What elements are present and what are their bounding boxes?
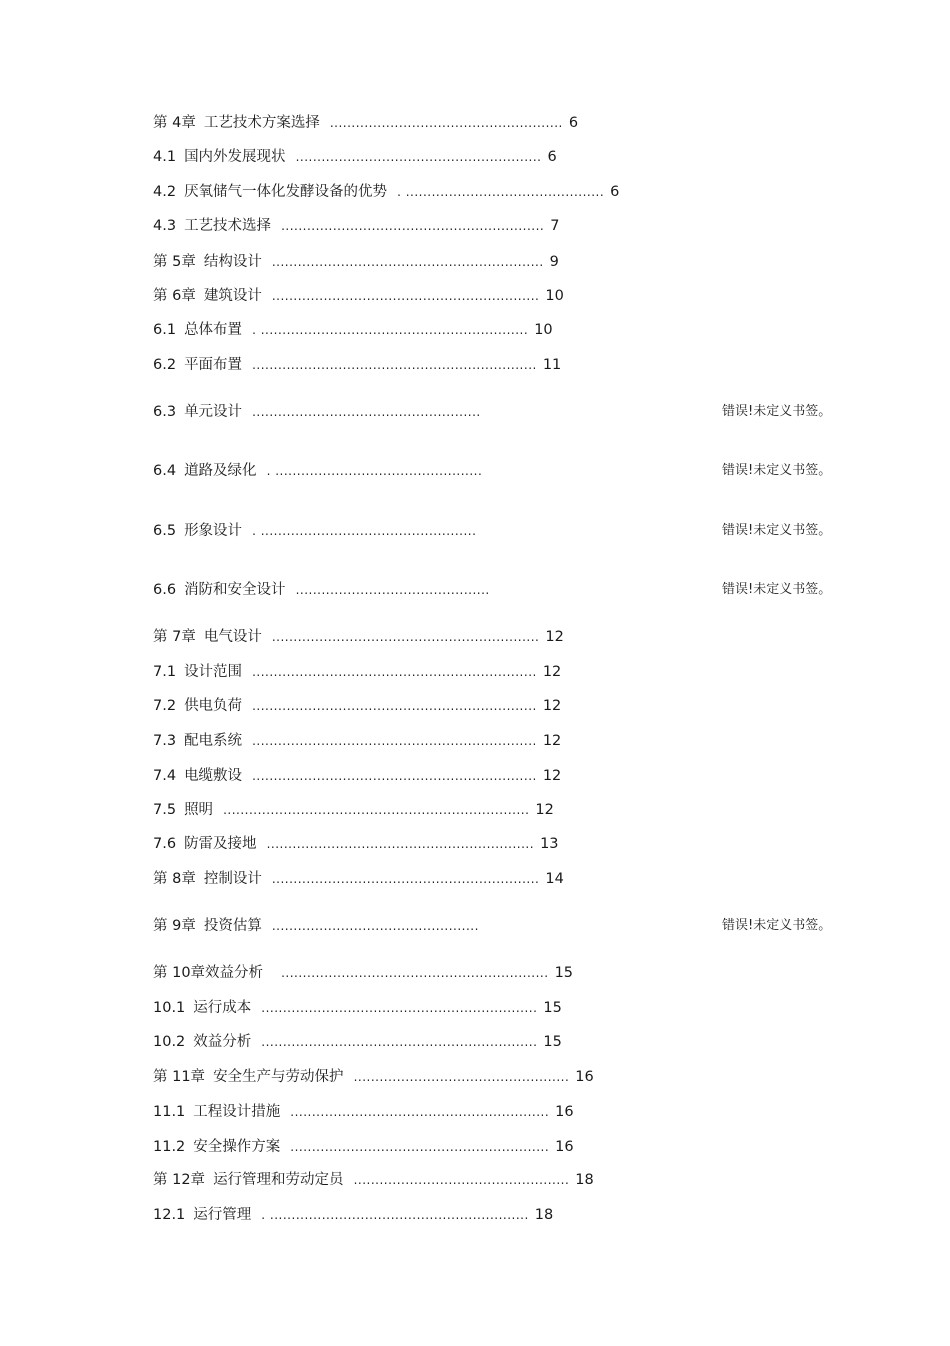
toc-page-number: 12: [542, 733, 562, 749]
toc-entry[interactable]: [153, 766, 561, 786]
toc-entry-number: 7.3: [153, 733, 177, 749]
toc-entry-number: 4.1: [153, 149, 177, 165]
toc-entry-title: 单元设计: [184, 404, 243, 420]
toc-page-number: 10: [534, 322, 553, 338]
toc-entry[interactable]: [153, 1067, 594, 1087]
toc-dot-leader: ..............................................................: [271, 289, 540, 303]
toc-dot-leader: ..................................................................: [252, 734, 537, 748]
toc-page-number: 15: [543, 1034, 562, 1050]
toc-entry-title: 照明: [184, 802, 214, 818]
toc-entry-title: 供电负荷: [184, 698, 243, 714]
toc-dot-leader: ..............................................................: [281, 966, 549, 980]
toc-dot-leader: . ................................................: [266, 464, 483, 478]
toc-page-number: 6: [547, 149, 557, 165]
toc-entry[interactable]: [153, 182, 619, 202]
toc-entry-title: 配电系统: [184, 733, 243, 749]
toc-page-number: 15: [543, 1000, 562, 1016]
toc-entry[interactable]: [153, 696, 561, 716]
toc-dot-leader: .......................................................................: [223, 803, 530, 817]
toc-entry[interactable]: [153, 355, 561, 375]
toc-entry-title: 国内外发展现状: [184, 149, 286, 165]
toc-entry[interactable]: [153, 1205, 553, 1225]
toc-page-number: 16: [555, 1139, 574, 1155]
toc-entry-number: 4.3: [153, 218, 177, 234]
bookmark-error-text: 错误!未定义书签。: [722, 582, 832, 597]
toc-entry-title: 工艺技术方案选择: [203, 115, 320, 131]
toc-dot-leader: . ..............................................................: [252, 323, 529, 337]
toc-entry-title: 运行管理和劳动定员: [213, 1172, 344, 1188]
toc-entry[interactable]: [153, 580, 490, 600]
toc-dot-leader: ......................................................: [329, 116, 563, 130]
toc-page-number: 6: [610, 184, 620, 200]
toc-page-number: 15: [554, 965, 574, 981]
toc-dot-leader: .....................................................: [252, 405, 481, 419]
toc-page-number: 10: [545, 288, 564, 304]
toc-entry[interactable]: [153, 320, 553, 340]
toc-entry-number: 第 5章: [153, 254, 196, 270]
toc-page-number: 12: [535, 802, 554, 818]
toc-dot-leader: .............................................................: [281, 219, 545, 233]
toc-entry-number: 11.2: [153, 1139, 186, 1155]
toc-dot-leader: ..................................................................: [252, 358, 537, 372]
toc-entry-number: 4.2: [153, 184, 177, 200]
toc-entry[interactable]: [153, 113, 578, 133]
toc-entry-title: 运行管理: [193, 1207, 252, 1223]
toc-entry-title: 效益分析: [193, 1034, 252, 1050]
toc-entry[interactable]: [153, 1032, 562, 1052]
toc-dot-leader: ................................................: [271, 919, 479, 933]
toc-page-number: 7: [550, 218, 560, 234]
toc-entry-title: 防雷及接地: [184, 836, 257, 852]
toc-page-number: 12: [542, 698, 562, 714]
toc-entry-number: 6.1: [153, 322, 177, 338]
toc-entry[interactable]: [153, 1102, 574, 1122]
toc-entry[interactable]: [153, 731, 561, 751]
toc-page-number: 9: [549, 254, 559, 270]
toc-entry[interactable]: [153, 916, 479, 936]
toc-entry-number: 第 11章: [153, 1069, 206, 1085]
toc-entry-number: 第 7章: [153, 629, 196, 645]
toc-dot-leader: ..............................................................: [266, 837, 535, 851]
toc-page-number: 6: [568, 115, 579, 131]
toc-entry-title: 工程设计措施: [193, 1104, 281, 1120]
toc-page-number: 12: [542, 768, 562, 784]
toc-dot-leader: ..................................................................: [252, 769, 537, 783]
bookmark-error-text: 错误!未定义书签。: [722, 463, 832, 478]
toc-dot-leader: ............................................................: [290, 1105, 550, 1119]
toc-dot-leader: ................................................................: [261, 1035, 538, 1049]
toc-entry-title: 道路及绿化: [184, 463, 257, 479]
toc-entry[interactable]: [153, 402, 481, 422]
toc-entry-title: 电缆敷设: [184, 768, 243, 784]
toc-dot-leader: ............................................................: [290, 1140, 550, 1154]
toc-dot-leader: ..................................................................: [252, 699, 537, 713]
toc-page-number: 18: [575, 1172, 594, 1188]
toc-page-number: 18: [534, 1207, 554, 1223]
toc-dot-leader: .............................................: [295, 583, 490, 597]
toc-entry-title: 结构设计: [203, 254, 262, 270]
toc-page-number: 12: [542, 664, 562, 680]
toc-entry-title: 安全生产与劳动保护: [213, 1069, 344, 1085]
toc-entry-title: 运行成本: [193, 1000, 252, 1016]
toc-entry-number: 6.5: [153, 523, 177, 539]
toc-dot-leader: ..................................................................: [252, 665, 537, 679]
toc-entry-number: 7.2: [153, 698, 177, 714]
toc-entry-title: 工艺技术选择: [184, 218, 272, 234]
toc-entry-title: 电气设计: [203, 629, 262, 645]
toc-entry[interactable]: [153, 869, 564, 889]
toc-entry-title: 控制设计: [203, 871, 262, 887]
toc-dot-leader: ..............................................................: [271, 872, 540, 886]
toc-dot-leader: .........................................................: [295, 150, 542, 164]
toc-entry-number: 7.6: [153, 836, 177, 852]
toc-entry-title: 安全操作方案: [193, 1139, 281, 1155]
toc-entry-number: 第 10章效益分析: [153, 965, 264, 981]
toc-dot-leader: ..................................................: [353, 1070, 570, 1084]
toc-entry-title: 厌氧储气一体化发酵设备的优势: [184, 184, 388, 200]
toc-page-number: 11: [542, 357, 562, 373]
toc-dot-leader: . ..................................................: [252, 524, 477, 538]
toc-entry-number: 7.4: [153, 768, 177, 784]
toc-entry-number: 6.2: [153, 357, 177, 373]
toc-entry-number: 12.1: [153, 1207, 186, 1223]
toc-entry-number: 7.5: [153, 802, 177, 818]
toc-entry-number: 第 4章: [153, 115, 196, 131]
toc-entry[interactable]: [153, 252, 559, 272]
toc-entry[interactable]: [153, 834, 559, 854]
toc-entry-title: 投资估算: [203, 918, 262, 934]
toc-dot-leader: ................................................................: [261, 1001, 538, 1015]
toc-entry[interactable]: [153, 1170, 594, 1190]
toc-entry-number: 10.1: [153, 1000, 186, 1016]
toc-entry-title: 建筑设计: [203, 288, 262, 304]
toc-dot-leader: . ............................................................: [261, 1208, 529, 1222]
toc-entry-title: 总体布置: [184, 322, 243, 338]
toc-entry-number: 6.3: [153, 404, 177, 420]
toc-page-number: 16: [575, 1069, 594, 1085]
toc-entry-number: 6.4: [153, 463, 177, 479]
toc-dot-leader: ...............................................................: [271, 255, 544, 269]
bookmark-error-text: 错误!未定义书签。: [722, 523, 832, 538]
toc-entry-number: 11.1: [153, 1104, 186, 1120]
toc-page-number: 13: [540, 836, 559, 852]
toc-entry[interactable]: [153, 216, 559, 236]
toc-dot-leader: . ..............................................: [397, 185, 605, 199]
toc-dot-leader: ..................................................: [353, 1173, 570, 1187]
toc-entry[interactable]: [153, 963, 573, 983]
bookmark-error-text: 错误!未定义书签。: [722, 404, 832, 419]
toc-entry-title: 形象设计: [184, 523, 243, 539]
toc-page-number: 14: [545, 871, 564, 887]
toc-entry-number: 第 8章: [153, 871, 196, 887]
toc-entry[interactable]: [153, 286, 564, 306]
toc-entry-number: 6.6: [153, 582, 177, 598]
toc-entry[interactable]: [153, 1137, 574, 1157]
toc-entry-title: 消防和安全设计: [184, 582, 286, 598]
toc-entry[interactable]: [153, 461, 482, 481]
toc-entry-number: 10.2: [153, 1034, 186, 1050]
toc-entry-number: 第 9章: [153, 918, 196, 934]
toc-entry[interactable]: [153, 521, 476, 541]
toc-entry-number: 7.1: [153, 664, 177, 680]
toc-page-number: 16: [555, 1104, 574, 1120]
toc-entry-number: 第 12章: [153, 1172, 206, 1188]
toc-entry[interactable]: [153, 998, 562, 1018]
toc-entry-title: 平面布置: [184, 357, 243, 373]
toc-dot-leader: ..............................................................: [271, 630, 540, 644]
toc-entry[interactable]: [153, 627, 564, 647]
toc-entry-number: 第 6章: [153, 288, 196, 304]
toc-entry[interactable]: [153, 147, 557, 167]
toc-entry[interactable]: [153, 662, 561, 682]
toc-page-number: 12: [545, 629, 564, 645]
toc-entry[interactable]: [153, 800, 554, 820]
toc-entry-title: 设计范围: [184, 664, 243, 680]
bookmark-error-text: 错误!未定义书签。: [722, 918, 832, 933]
